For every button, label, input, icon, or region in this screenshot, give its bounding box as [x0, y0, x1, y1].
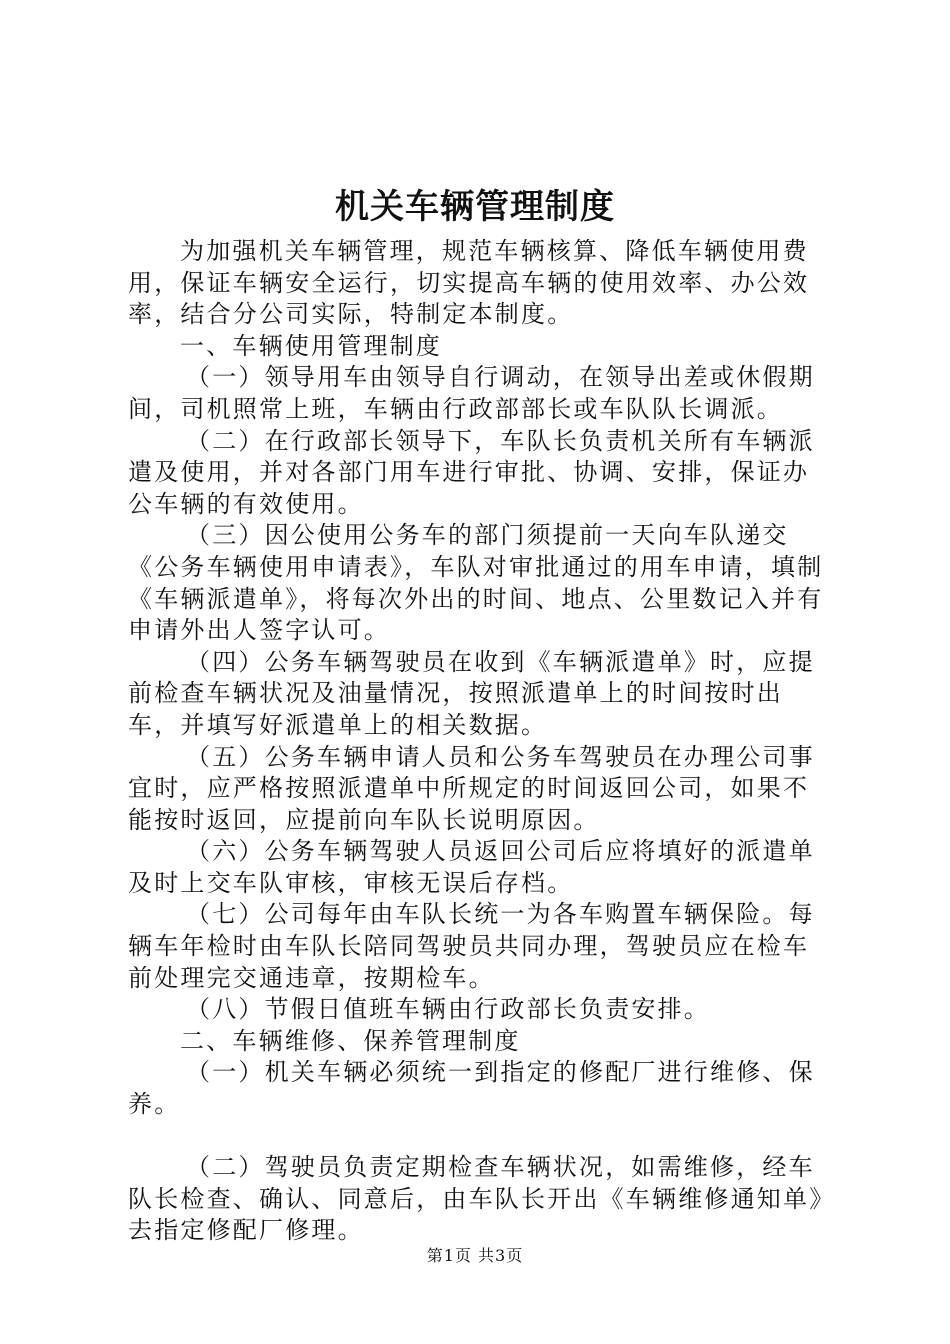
clause-2-2: （二）驾驶员负责定期检查车辆状况，如需维修，经车队长检查、确认、同意后，由车队长开出《车辆维修通知单》去指定修配厂修理。	[128, 1153, 824, 1245]
page-footer: 第1页 共3页	[426, 1246, 524, 1265]
intro-paragraph: 为加强机关车辆管理，规范车辆核算、降低车辆使用费用，保证车辆安全运行，切实提高车辆的使用效率、办公效率，结合分公司实际，特制定本制度。	[128, 237, 810, 329]
clause-1-4: （四）公务车辆驾驶员在收到《车辆派遣单》时，应提前检查车辆状况及油量情况，按照派遣单上的时间按时出车，并填写好派遣单上的相关数据。	[128, 647, 815, 739]
clause-1-1: （一）领导用车由领导自行调动，在领导出差或休假期间，司机照常上班，车辆由行政部部长或车队队长调派。	[128, 363, 815, 423]
clause-1-8: （八）节假日值班车辆由行政部长负责安排。	[186, 995, 710, 1024]
document-body	[128, 236, 833, 1247]
clause-1-3: （三）因公使用公务车的部门须提前一天向车队递交《公务车辆使用申请表》，车队对审批通过的用车申请，填制《车辆派遣单》，将每次外出的时间、地点、公里数记入并有申请外出人签字认可。	[128, 521, 824, 645]
clause-1-5: （五）公务车辆申请人员和公务车驾驶员在办理公司事宜时，应严格按照派遣单中所规定的时间返回公司，如果不能按时返回，应提前向车队长说明原因。	[128, 742, 815, 834]
clause-1-7: （七）公司每年由车队长统一为各车购置车辆保险。每辆车年检时由车队长陪同驾驶员共同办理，驾驶员应在检车前处理完交通违章，按期检车。	[128, 900, 815, 992]
blank-line	[128, 1121, 833, 1153]
section-heading-1: 一、车辆使用管理制度	[180, 331, 442, 360]
clause-1-2: （二）在行政部长领导下，车队长负责机关所有车辆派遣及使用，并对各部门用车进行审批、协调、安排，保证办公车辆的有效使用。	[128, 426, 815, 518]
clause-2-1: （一）机关车辆必须统一到指定的修配厂进行维修、保养。	[128, 1058, 815, 1119]
document-title: 机关车辆管理制度	[335, 187, 615, 227]
clause-1-6: （六）公务车辆驾驶人员返回公司后应将填好的派遣单及时上交车队审核，审核无误后存档。	[128, 837, 815, 897]
section-heading-2: 二、车辆维修、保养管理制度	[180, 1026, 521, 1055]
